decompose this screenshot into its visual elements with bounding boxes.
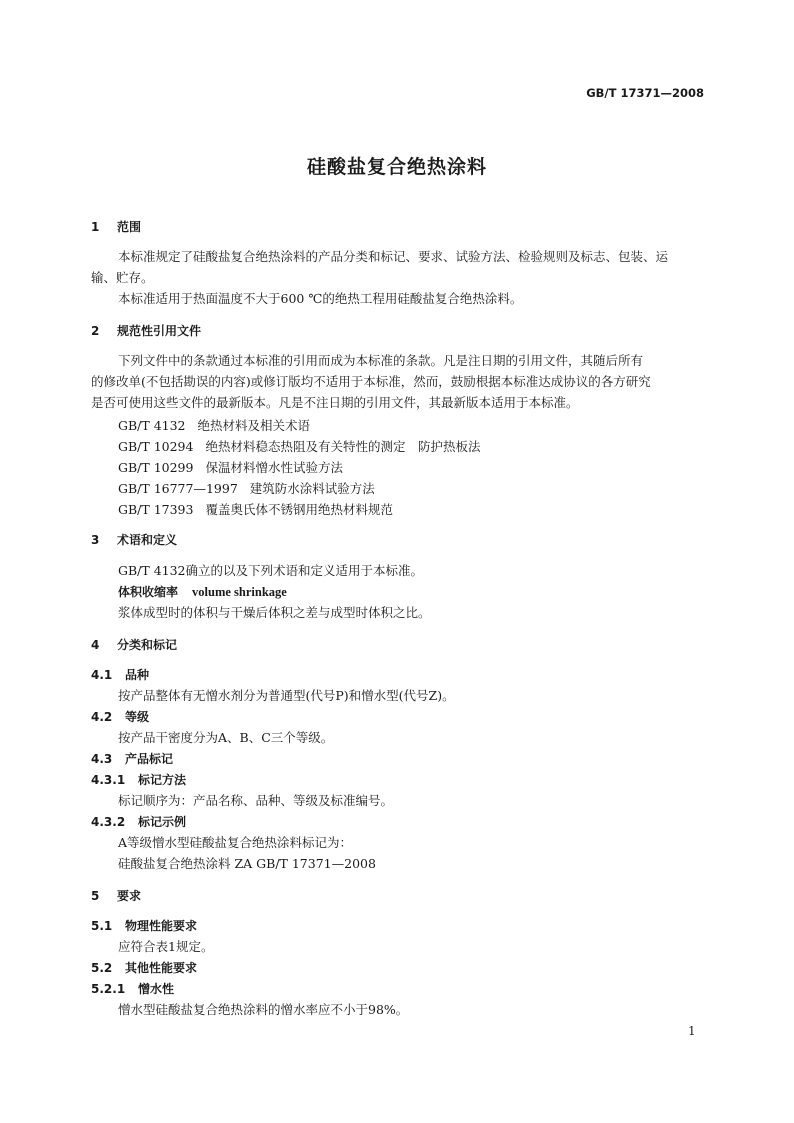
term-entry xyxy=(118,584,287,601)
section-number: 2 xyxy=(91,324,100,338)
subsection-number: 5.2 xyxy=(91,961,113,975)
reference-code: GB/T 17393 xyxy=(118,502,194,517)
marking-example: 硅酸盐复合绝热涂料 ZA GB/T 17371—2008 xyxy=(118,856,376,871)
section-title: 分类和标记 xyxy=(117,638,178,652)
reference-item xyxy=(118,458,343,476)
paragraph: A等级憎水型硅酸盐复合绝热涂料标记为： xyxy=(118,835,353,850)
subsection-title: 其他性能要求 xyxy=(125,961,198,975)
subsection-title: 物理性能要求 xyxy=(125,919,198,933)
page-number: 1 xyxy=(688,1024,696,1038)
reference-item xyxy=(118,437,480,455)
paragraph: 输、贮存。 xyxy=(91,270,154,285)
subsection-number: 4.1 xyxy=(91,668,113,682)
section-1-heading xyxy=(91,219,141,235)
section-3-heading xyxy=(91,532,177,548)
paragraph: 按产品干密度分为A、B、C三个等级。 xyxy=(118,730,334,745)
subsection-4-3-heading xyxy=(91,751,173,767)
paragraph: 本标准规定了硅酸盐复合绝热涂料的产品分类和标记、要求、试验方法、检验规则及标志、包装、运 xyxy=(118,249,669,264)
document-title: 硅酸盐复合绝热涂料 xyxy=(306,156,487,178)
section-2-heading xyxy=(91,323,201,339)
reference-item xyxy=(118,500,393,518)
paragraph: 的修改单(不包括勘误的内容)或修订版均不适用于本标准，然而，鼓励根据本标准达成协议的各方研究 xyxy=(91,374,651,389)
reference-code: GB/T 10294 xyxy=(118,439,194,454)
subsection-4-3-2-heading xyxy=(91,814,186,830)
subsection-number: 4.3.2 xyxy=(91,815,126,829)
subsection-title: 憎水性 xyxy=(138,982,175,996)
section-number: 5 xyxy=(91,889,100,903)
reference-item xyxy=(118,479,375,497)
subsection-title: 产品标记 xyxy=(125,752,174,766)
term-definition: 浆体成型时的体积与干燥后体积之差与成型时体积之比。 xyxy=(118,605,431,620)
reference-name: 建筑防水涂料试验方法 xyxy=(249,481,375,496)
paragraph: GB/T 4132确立的以及下列术语和定义适用于本标准。 xyxy=(118,563,424,578)
subsection-number: 5.2.1 xyxy=(91,982,126,996)
section-5-heading xyxy=(91,888,141,904)
subsection-title: 等级 xyxy=(125,710,150,724)
subsection-title: 品种 xyxy=(125,668,150,682)
subsection-number: 5.1 xyxy=(91,919,113,933)
subsection-5-2-heading xyxy=(91,960,197,976)
paragraph: 标记顺序为：产品名称、品种、等级及标准编号。 xyxy=(118,793,394,808)
section-title: 范围 xyxy=(117,220,142,234)
subsection-4-3-1-heading xyxy=(91,772,186,788)
term-chinese: 体积收缩率 xyxy=(118,585,179,599)
paragraph: 应符合表1规定。 xyxy=(118,939,214,954)
subsection-5-1-heading xyxy=(91,918,197,934)
standard-number: GB/T 17371—2008 xyxy=(586,86,704,100)
section-title: 要求 xyxy=(117,889,142,903)
section-title: 规范性引用文件 xyxy=(117,324,202,338)
subsection-title: 标记方法 xyxy=(138,773,187,787)
subsection-number: 4.3.1 xyxy=(91,773,126,787)
reference-name: 覆盖奥氏体不锈钢用绝热材料规范 xyxy=(205,502,393,517)
reference-code: GB/T 10299 xyxy=(118,460,194,475)
reference-item xyxy=(118,416,310,434)
subsection-4-2-heading xyxy=(91,709,149,725)
term-english: volume shrinkage xyxy=(192,585,287,599)
paragraph: 按产品整体有无憎水剂分为普通型(代号P)和憎水型(代号Z)。 xyxy=(118,688,455,703)
subsection-title: 标记示例 xyxy=(138,815,187,829)
section-4-heading xyxy=(91,637,177,653)
reference-name: 绝热材料稳态热阻及有关特性的测定 防护热板法 xyxy=(205,439,481,454)
reference-code: GB/T 16777—1997 xyxy=(118,481,238,496)
reference-name: 保温材料憎水性试验方法 xyxy=(205,460,343,475)
subsection-5-2-1-heading xyxy=(91,981,174,997)
subsection-number: 4.2 xyxy=(91,710,113,724)
subsection-4-1-heading xyxy=(91,667,149,683)
section-number: 3 xyxy=(91,533,100,547)
reference-code: GB/T 4132 xyxy=(118,418,186,433)
section-title: 术语和定义 xyxy=(117,533,178,547)
paragraph: 是否可使用这些文件的最新版本。凡是不注日期的引用文件，其最新版本适用于本标准。 xyxy=(91,395,579,410)
paragraph: 憎水型硅酸盐复合绝热涂料的憎水率应不小于98%。 xyxy=(118,1002,409,1017)
reference-name: 绝热材料及相关术语 xyxy=(197,418,311,433)
section-number: 1 xyxy=(91,220,100,234)
paragraph: 本标准适用于热面温度不大于600 ℃的绝热工程用硅酸盐复合绝热涂料。 xyxy=(118,291,523,306)
section-number: 4 xyxy=(91,638,100,652)
paragraph: 下列文件中的条款通过本标准的引用而成为本标准的条款。凡是注日期的引用文件，其随后所有 xyxy=(118,353,644,368)
subsection-number: 4.3 xyxy=(91,752,113,766)
